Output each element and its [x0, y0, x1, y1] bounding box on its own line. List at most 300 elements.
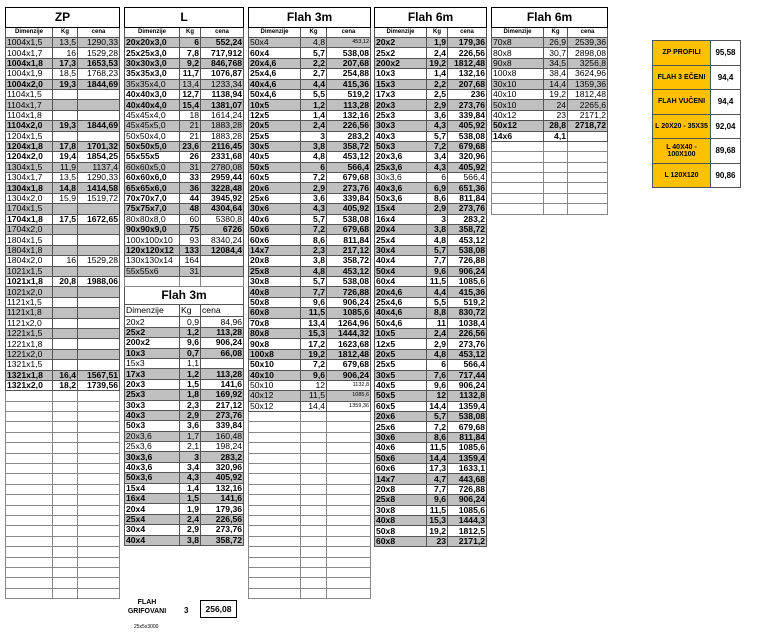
table-row: [249, 245, 371, 255]
cell-dimension: 20x2: [125, 317, 180, 327]
cell-kg: 26: [180, 152, 201, 162]
table-row: [375, 464, 487, 474]
summary-label: FLAH 3 EČENI: [653, 65, 711, 90]
cell-dimension: 15x3: [375, 79, 427, 89]
cell-dimension: 25x5: [375, 360, 427, 370]
grif-dim: 25x5x3000: [134, 624, 159, 630]
table-row: [249, 225, 371, 235]
empty-row: [249, 515, 371, 525]
empty-cell: [327, 547, 371, 557]
cell-kg: [53, 297, 78, 307]
empty-cell: [6, 412, 53, 422]
empty-row: [6, 536, 120, 546]
empty-cell: [53, 391, 78, 401]
table-row: [125, 193, 244, 203]
empty-cell: [301, 412, 327, 422]
cell-dimension: 1021x1,5: [6, 266, 53, 276]
empty-cell: [544, 173, 568, 183]
cell-price: 2265,6: [568, 100, 608, 110]
cell-dimension: 30x10: [492, 79, 544, 89]
table-row: [125, 525, 244, 535]
cell-dimension: 20x6: [249, 183, 301, 193]
cell-price: 726,88: [448, 484, 487, 494]
table-title-text: Flah 3m: [249, 8, 371, 28]
cell-dimension: 25x4,6: [375, 297, 427, 307]
table-row: [249, 349, 371, 359]
cell-dimension: 1304x1,7: [6, 173, 53, 183]
table-row: [6, 328, 120, 338]
cell-dimension: 14x7: [249, 245, 301, 255]
cell-kg: 7,2: [301, 225, 327, 235]
cell-price: [78, 89, 120, 99]
cell-price: 1633,1: [448, 464, 487, 474]
header-kg: Kg: [427, 28, 448, 38]
empty-cell: [249, 505, 301, 515]
cell-kg: 11,5: [427, 276, 448, 286]
cell-kg: 3,6: [180, 421, 201, 431]
cell-kg: 12: [427, 391, 448, 401]
cell-dimension: 55x55x5: [125, 152, 180, 162]
table-row: [125, 266, 244, 276]
cell-price: 1614,24: [201, 110, 244, 120]
cell-kg: 5,5: [301, 89, 327, 99]
cell-price: [78, 266, 120, 276]
cell-kg: 12: [301, 380, 327, 390]
table-row: [375, 443, 487, 453]
empty-cell: [327, 443, 371, 453]
cell-dimension: 20x4: [375, 225, 427, 235]
cell-dimension: 1204x1,8: [6, 141, 53, 151]
cell-price: 273,76: [448, 204, 487, 214]
cell-kg: 30,7: [544, 48, 568, 58]
table-row: [375, 328, 487, 338]
table-row: [125, 358, 244, 368]
empty-cell: [544, 193, 568, 203]
cell-dimension: 40x10: [492, 89, 544, 99]
header-dimension: Dimenzije: [375, 28, 427, 38]
empty-cell: [492, 141, 544, 151]
cell-price: 538,08: [327, 48, 371, 58]
cell-price: 283,2: [448, 214, 487, 224]
header-kg: Kg: [180, 305, 201, 317]
cell-price: 1739,56: [78, 380, 120, 390]
cell-kg: [53, 287, 78, 297]
cell-price: 1844,69: [78, 121, 120, 131]
cell-price: 2898,08: [568, 48, 608, 58]
cell-dimension: 1704x2,0: [6, 225, 53, 235]
table-row: [6, 339, 120, 349]
cell-dimension: 1104x1,8: [6, 110, 53, 120]
cell-dimension: 20x4,6: [375, 287, 427, 297]
cell-price: 519,2: [327, 89, 371, 99]
cell-price: 2171,2: [568, 110, 608, 120]
cell-price: 538,08: [448, 412, 487, 422]
cell-dimension: 50x3,6: [125, 473, 180, 483]
cell-dimension: 40x40x3,0: [125, 89, 180, 99]
cell-price: 1085,6: [327, 391, 371, 401]
summary-row: [653, 163, 741, 188]
cell-dimension: 14x6: [492, 131, 544, 141]
empty-cell: [6, 401, 53, 411]
empty-cell: [78, 588, 120, 598]
table-row: [492, 131, 608, 141]
cell-price: 811,84: [448, 432, 487, 442]
cell-dimension: 20x2: [375, 38, 427, 48]
empty-cell: [544, 204, 568, 214]
cell-price: [78, 235, 120, 245]
cell-kg: 2,7: [301, 69, 327, 79]
cell-price: 1623,68: [327, 339, 371, 349]
cell-dimension: 50x8: [375, 526, 427, 536]
header-row: [249, 28, 371, 38]
cell-kg: 9,6: [180, 338, 201, 348]
cell-dimension: 60x4: [249, 48, 301, 58]
table-row: [6, 266, 120, 276]
cell-dimension: 1221x2,0: [6, 349, 53, 359]
table-row: [6, 193, 120, 203]
table-row: [6, 245, 120, 255]
empty-cell: [301, 432, 327, 442]
header-price: cena: [568, 28, 608, 38]
cell-dimension: 30x5: [249, 141, 301, 151]
cell-price: 2116,45: [201, 141, 244, 151]
table-row: [375, 58, 487, 68]
table-row: [125, 89, 244, 99]
empty-cell: [301, 474, 327, 484]
cell-kg: [53, 339, 78, 349]
empty-cell: [6, 578, 53, 588]
table-row: [249, 204, 371, 214]
empty-cell: [249, 495, 301, 505]
cell-price: 160,48: [201, 431, 244, 441]
empty-cell: [125, 276, 180, 286]
empty-cell: [249, 567, 301, 577]
cell-dimension: 40x3,6: [375, 183, 427, 193]
table-row: [249, 183, 371, 193]
cell-price: [78, 328, 120, 338]
summary-label: ZP PROFILI: [653, 41, 711, 66]
cell-dimension: 25x6: [375, 422, 427, 432]
cell-kg: 14,4: [544, 79, 568, 89]
cell-kg: 7,7: [301, 287, 327, 297]
table-title: [125, 8, 244, 28]
cell-dimension: 1304x2,0: [6, 193, 53, 203]
cell-kg: 18: [180, 110, 201, 120]
cell-price: 538,08: [327, 276, 371, 286]
cell-kg: 3: [427, 214, 448, 224]
empty-cell: [6, 453, 53, 463]
cell-kg: 11,5: [427, 443, 448, 453]
cell-kg: 11,5: [301, 391, 327, 401]
cell-price: 1085,6: [448, 505, 487, 515]
cell-kg: 14,4: [427, 401, 448, 411]
empty-row: [492, 204, 608, 214]
table-row: [375, 495, 487, 505]
cell-kg: 34,5: [544, 58, 568, 68]
cell-price: 283,2: [327, 131, 371, 141]
empty-cell: [78, 578, 120, 588]
empty-cell: [301, 422, 327, 432]
cell-price: 1138,94: [201, 89, 244, 99]
empty-row: [492, 173, 608, 183]
summary-value: 94,4: [711, 90, 741, 115]
cell-kg: 6: [180, 38, 201, 48]
cell-kg: 4,8: [301, 266, 327, 276]
empty-cell: [6, 474, 53, 484]
empty-cell: [6, 547, 53, 557]
table-row: [375, 235, 487, 245]
empty-cell: [327, 557, 371, 567]
cell-kg: 5,7: [301, 276, 327, 286]
cell-dimension: 20x8: [375, 484, 427, 494]
cell-dimension: 16x4: [125, 494, 180, 504]
table-row: [249, 297, 371, 307]
empty-cell: [301, 588, 327, 598]
table-row: [125, 256, 244, 266]
cell-price: 1812,48: [327, 349, 371, 359]
table-row: [125, 348, 244, 358]
summary-label: L 20X20 - 35X35: [653, 114, 711, 139]
header-dimension: Dimenzije: [125, 305, 180, 317]
table-row: [125, 504, 244, 514]
cell-dimension: 30x6: [249, 204, 301, 214]
table-row: [249, 214, 371, 224]
cell-price: 226,56: [448, 328, 487, 338]
cell-kg: 17,2: [301, 339, 327, 349]
cell-dimension: 45x45x5,0: [125, 121, 180, 131]
cell-price: [78, 225, 120, 235]
table-row: [125, 369, 244, 379]
cell-kg: 3,4: [180, 462, 201, 472]
cell-price: 679,68: [448, 141, 487, 151]
empty-cell: [6, 443, 53, 453]
cell-dimension: 20x4,6: [249, 58, 301, 68]
empty-row: [6, 443, 120, 453]
table-row: [249, 391, 371, 401]
empty-cell: [327, 505, 371, 515]
table-row: [375, 256, 487, 266]
summary-row: [653, 90, 741, 115]
l-table: [124, 7, 244, 546]
table-row: [492, 100, 608, 110]
table-row: [249, 339, 371, 349]
cell-dimension: 40x3: [375, 131, 427, 141]
cell-dimension: 20x5: [249, 121, 301, 131]
table-title: [249, 8, 371, 28]
cell-dimension: 1004x1,7: [6, 48, 53, 58]
table-row: [6, 318, 120, 328]
cell-dimension: 25x3,6: [125, 442, 180, 452]
cell-kg: 13,5: [53, 173, 78, 183]
cell-dimension: 1104x2,0: [6, 121, 53, 131]
summary-row: [653, 139, 741, 164]
cell-kg: 15,4: [180, 100, 201, 110]
cell-kg: 26,9: [544, 38, 568, 48]
cell-kg: 1,5: [180, 379, 201, 389]
cell-price: 538,08: [327, 214, 371, 224]
empty-cell: [78, 526, 120, 536]
cell-dimension: 1221x1,5: [6, 328, 53, 338]
summary-value: 95,58: [711, 41, 741, 66]
table-row: [125, 483, 244, 493]
cell-price: 3256,8: [568, 58, 608, 68]
empty-row: [6, 557, 120, 567]
table-row: [375, 214, 487, 224]
table-row: [375, 110, 487, 120]
cell-price: 283,2: [201, 452, 244, 462]
table-row: [375, 131, 487, 141]
cell-kg: [53, 131, 78, 141]
table-row: [375, 308, 487, 318]
table-row: [375, 515, 487, 525]
cell-price: 405,92: [327, 204, 371, 214]
table-row: [125, 48, 244, 58]
empty-cell: [301, 547, 327, 557]
empty-cell: [301, 484, 327, 494]
cell-dimension: 20x8: [249, 256, 301, 266]
cell-kg: 15,3: [427, 515, 448, 525]
table-subtitle-text: Flah 3m: [125, 287, 244, 305]
cell-price: 273,76: [201, 525, 244, 535]
summary-label: L 40X40 - 100X100: [653, 139, 711, 164]
empty-cell: [78, 547, 120, 557]
cell-price: 1519,72: [78, 193, 120, 203]
cell-price: 226,56: [201, 514, 244, 524]
header-dimension: Dimenzije: [6, 28, 53, 38]
cell-dimension: 75x75x7,0: [125, 204, 180, 214]
cell-price: 273,76: [201, 410, 244, 420]
cell-kg: 60: [180, 214, 201, 224]
empty-cell: [53, 547, 78, 557]
header-price: cena: [327, 28, 371, 38]
table-row: [125, 131, 244, 141]
table-row: [249, 131, 371, 141]
empty-row: [492, 183, 608, 193]
cell-dimension: 30x8: [375, 505, 427, 515]
cell-dimension: 1004x1,8: [6, 58, 53, 68]
cell-dimension: 50x3,6: [375, 193, 427, 203]
cell-price: 1038,4: [448, 318, 487, 328]
cell-dimension: 40x6: [249, 214, 301, 224]
cell-dimension: 50x6: [375, 453, 427, 463]
cell-price: 141,6: [201, 379, 244, 389]
table-row: [249, 79, 371, 89]
cell-dimension: 25x4,6: [249, 69, 301, 79]
cell-dimension: 35x35x4,0: [125, 79, 180, 89]
table-row: [125, 410, 244, 420]
empty-cell: [53, 422, 78, 432]
summary-label: FLAH VUČENI: [653, 90, 711, 115]
table-row: [375, 432, 487, 442]
cell-price: 906,24: [327, 370, 371, 380]
cell-price: 811,84: [448, 193, 487, 203]
cell-price: 66,08: [201, 348, 244, 358]
cell-dimension: 25x3: [125, 390, 180, 400]
empty-row: [249, 536, 371, 546]
summary-label: L 120X120: [653, 163, 711, 188]
cell-price: 1359,36: [327, 401, 371, 411]
empty-cell: [249, 474, 301, 484]
table-row: [375, 204, 487, 214]
empty-row: [249, 443, 371, 453]
cell-dimension: 1204x2,0: [6, 152, 53, 162]
cell-kg: 13,5: [53, 38, 78, 48]
cell-price: 1085,6: [448, 443, 487, 453]
table-row: [6, 256, 120, 266]
empty-cell: [53, 515, 78, 525]
cell-price: [201, 358, 244, 368]
table-row: [6, 308, 120, 318]
table-row: [6, 58, 120, 68]
cell-dimension: 1021x2,0: [6, 287, 53, 297]
cell-price: [78, 204, 120, 214]
cell-dimension: 40x4,6: [249, 79, 301, 89]
cell-kg: 3,8: [301, 141, 327, 151]
cell-kg: 1,1: [180, 358, 201, 368]
table-row: [492, 58, 608, 68]
cell-price: [78, 339, 120, 349]
empty-cell: [327, 412, 371, 422]
empty-cell: [249, 536, 301, 546]
cell-dimension: 40x3: [125, 410, 180, 420]
cell-kg: 2,9: [180, 525, 201, 535]
table-row: [375, 89, 487, 99]
table-row: [492, 38, 608, 48]
empty-cell: [78, 453, 120, 463]
cell-price: 113,28: [201, 369, 244, 379]
empty-cell: [53, 526, 78, 536]
cell-dimension: 120x120x12: [125, 245, 180, 255]
cell-kg: 5,7: [427, 412, 448, 422]
empty-row: [6, 515, 120, 525]
empty-cell: [301, 578, 327, 588]
empty-cell: [327, 495, 371, 505]
cell-kg: 20,8: [53, 276, 78, 286]
table-row: [249, 256, 371, 266]
cell-price: 566,4: [327, 162, 371, 172]
empty-cell: [78, 567, 120, 577]
empty-cell: [53, 495, 78, 505]
empty-cell: [249, 515, 301, 525]
cell-price: 1085,6: [448, 276, 487, 286]
cell-kg: 1,2: [180, 327, 201, 337]
empty-cell: [327, 536, 371, 546]
table-title-text: L: [125, 8, 244, 28]
table-row: [375, 173, 487, 183]
table-title-text: Flah 6m: [492, 8, 608, 28]
empty-cell: [53, 567, 78, 577]
cell-kg: 21: [180, 131, 201, 141]
empty-cell: [78, 536, 120, 546]
cell-kg: 2,1: [180, 442, 201, 452]
table-row: [249, 401, 371, 411]
cell-kg: 1,9: [180, 504, 201, 514]
cell-price: 2959,44: [201, 173, 244, 183]
cell-kg: 4,3: [427, 121, 448, 131]
cell-dimension: 1304x1,5: [6, 162, 53, 172]
empty-cell: [53, 588, 78, 598]
grif-price: 256,08: [200, 600, 237, 618]
table-row: [375, 339, 487, 349]
cell-dimension: 40x8: [375, 515, 427, 525]
empty-row: [125, 276, 244, 286]
table-row: [6, 360, 120, 370]
header-price: cena: [448, 28, 487, 38]
cell-price: 1233,34: [201, 79, 244, 89]
cell-kg: 11,9: [53, 162, 78, 172]
cell-price: 2718,72: [568, 121, 608, 131]
table-row: [375, 79, 487, 89]
